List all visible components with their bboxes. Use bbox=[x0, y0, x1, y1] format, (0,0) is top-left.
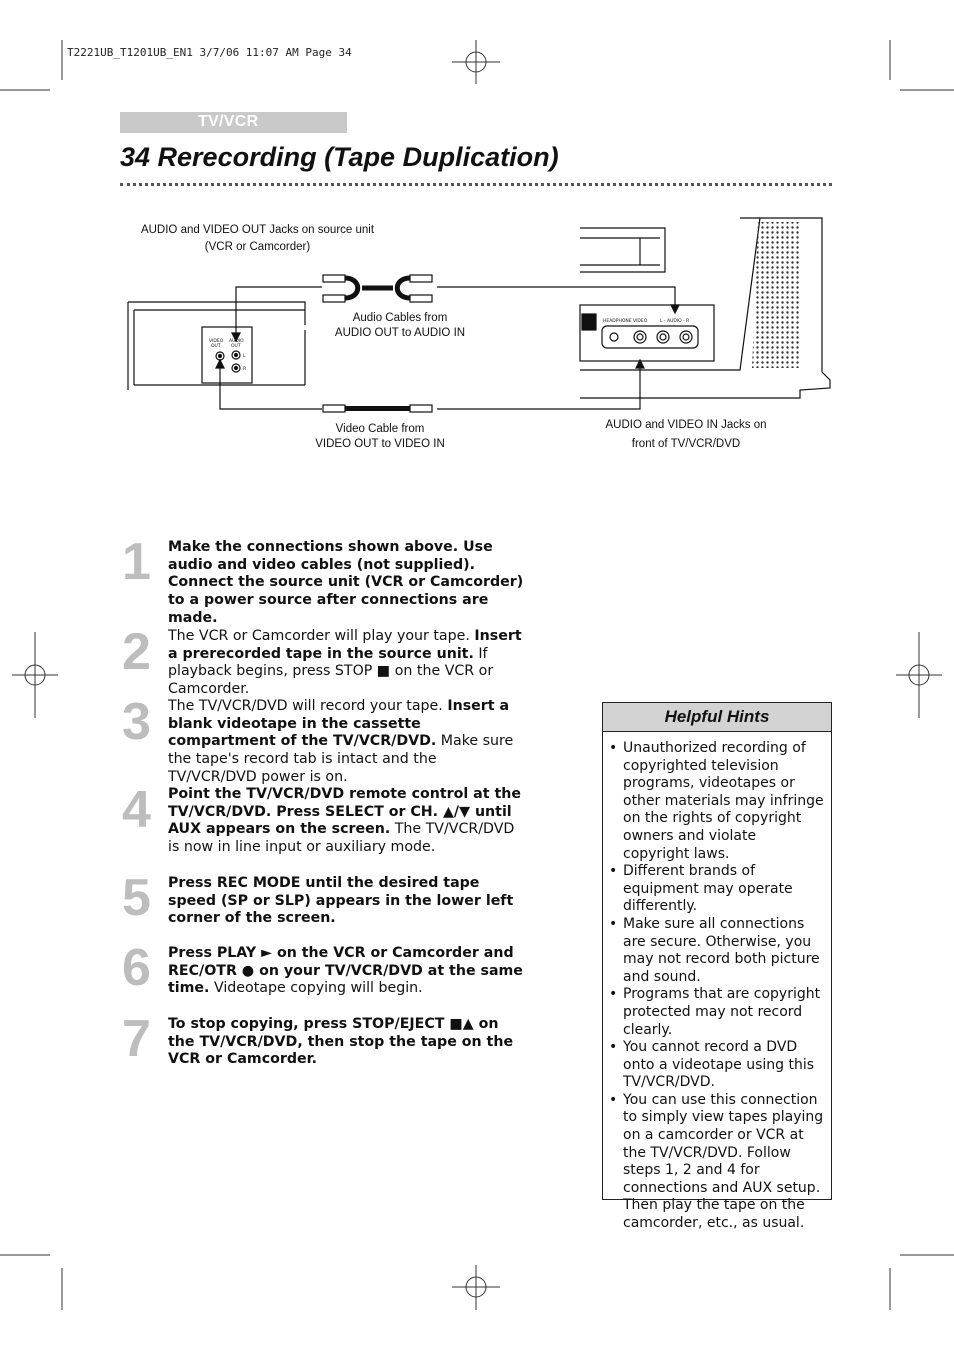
hint-item: • Unauthorized recording of copyrighted television programs, videotapes or other materials may infringe on the rights of copyright owners and violate copyright laws. bbox=[623, 740, 825, 863]
step-number: 4 bbox=[122, 781, 151, 839]
vcr-label-video: VIDEO bbox=[209, 339, 224, 344]
video-cable-caption: Video Cable from VIDEO OUT to VIDEO IN bbox=[315, 423, 445, 450]
hint-item: • You can use this connection to simply view tapes playing on a camcorder or VCR at the TV/VCR/DVD. Follow steps 1, 2 and 4 for connections and AUX setup. Then play the tape on the camcorder, etc., as usual. bbox=[623, 1092, 825, 1233]
vcr-label-out: OUT bbox=[211, 344, 221, 349]
section-tab-label: TV/VCR bbox=[198, 113, 259, 130]
step-number: 7 bbox=[122, 1010, 151, 1068]
page-title: 34 Rerecording (Tape Duplication) bbox=[120, 142, 559, 172]
step-number: 3 bbox=[122, 693, 151, 751]
step-number: 1 bbox=[122, 533, 151, 591]
source-caption: AUDIO and VIDEO OUT Jacks on source unit (VCR or Camcorder) bbox=[140, 224, 375, 253]
step-number: 2 bbox=[122, 623, 151, 681]
step-text: The TV/VCR/DVD will record your tape. Insert a blank videotape in the cassette compartment of the TV/VCR/DVD. Make sure the tape's record tab is intact and the TV/VCR/DVD power is on. bbox=[168, 698, 514, 785]
vcr-label-r: R bbox=[243, 367, 247, 372]
step-number: 6 bbox=[122, 939, 151, 997]
helpful-hints-title: Helpful Hints bbox=[664, 707, 770, 726]
helpful-hints-box bbox=[602, 702, 832, 1232]
hint-item: • Different brands of equipment may operate differently. bbox=[623, 863, 825, 916]
video-cable bbox=[323, 405, 432, 412]
tv-caption: AUDIO and VIDEO IN Jacks on front of TV/VCR/DVD bbox=[605, 419, 767, 450]
print-header: T2221UB_T1201UB_EN1 3/7/06 11:07 AM Page 34 bbox=[67, 46, 352, 59]
step-number: 5 bbox=[122, 869, 151, 927]
step-text: Press REC MODE until the desired tape speed (SP or SLP) appears in the lower left corner of the screen. bbox=[168, 875, 514, 927]
step-text: Point the TV/VCR/DVD remote control at the TV/VCR/DVD. Press SELECT or CH. ▲/▼ until AUX appears on the screen. The TV/VCR/DVD is now in line input or auxiliary mode. bbox=[168, 786, 521, 856]
helpful-hints-header bbox=[603, 703, 831, 732]
audio-cables bbox=[323, 275, 432, 302]
tv-jacks bbox=[610, 331, 692, 343]
tv-label-audio: L - AUDIO - R bbox=[660, 319, 690, 324]
vcr-label-audio: AUDIO bbox=[229, 339, 244, 344]
vcr-label-audio-out: OUT bbox=[231, 344, 241, 349]
tv-vcr-dvd-illustration bbox=[580, 218, 830, 398]
step-text: Press PLAY ► on the VCR or Camcorder and REC/OTR ● on your TV/VCR/DVD at the same time. Videotape copying will begin. bbox=[168, 945, 523, 997]
hint-item: • Make sure all connections are secure. Otherwise, you may not record both picture and sound. bbox=[623, 916, 825, 986]
step-text: The VCR or Camcorder will play your tape. Insert a prerecorded tape in the source unit. If playback begins, press STOP ■ on the VCR or Camcorder. bbox=[168, 628, 522, 698]
tv-label-headphone: HEADPHONE bbox=[603, 319, 632, 324]
hint-item: • Programs that are copyright protected may not record clearly. bbox=[623, 986, 825, 1039]
tv-label-video: VIDEO bbox=[633, 319, 648, 324]
vcr-label-l: L bbox=[243, 354, 246, 359]
hint-item: • You cannot record a DVD onto a videotape using this TV/VCR/DVD. bbox=[623, 1039, 825, 1092]
step-text: To stop copying, press STOP/EJECT ■▲ on the TV/VCR/DVD, then stop the tape on the VCR or Camcorder. bbox=[168, 1016, 514, 1068]
helpful-hints-list bbox=[603, 732, 831, 1233]
step-text: Make the connections shown above. Use audio and video cables (not supplied). Connect the source unit (VCR or Camcorder) to a power source after connections are made. bbox=[168, 539, 524, 626]
audio-cable-caption: Audio Cables from AUDIO OUT to AUDIO IN bbox=[334, 312, 466, 339]
